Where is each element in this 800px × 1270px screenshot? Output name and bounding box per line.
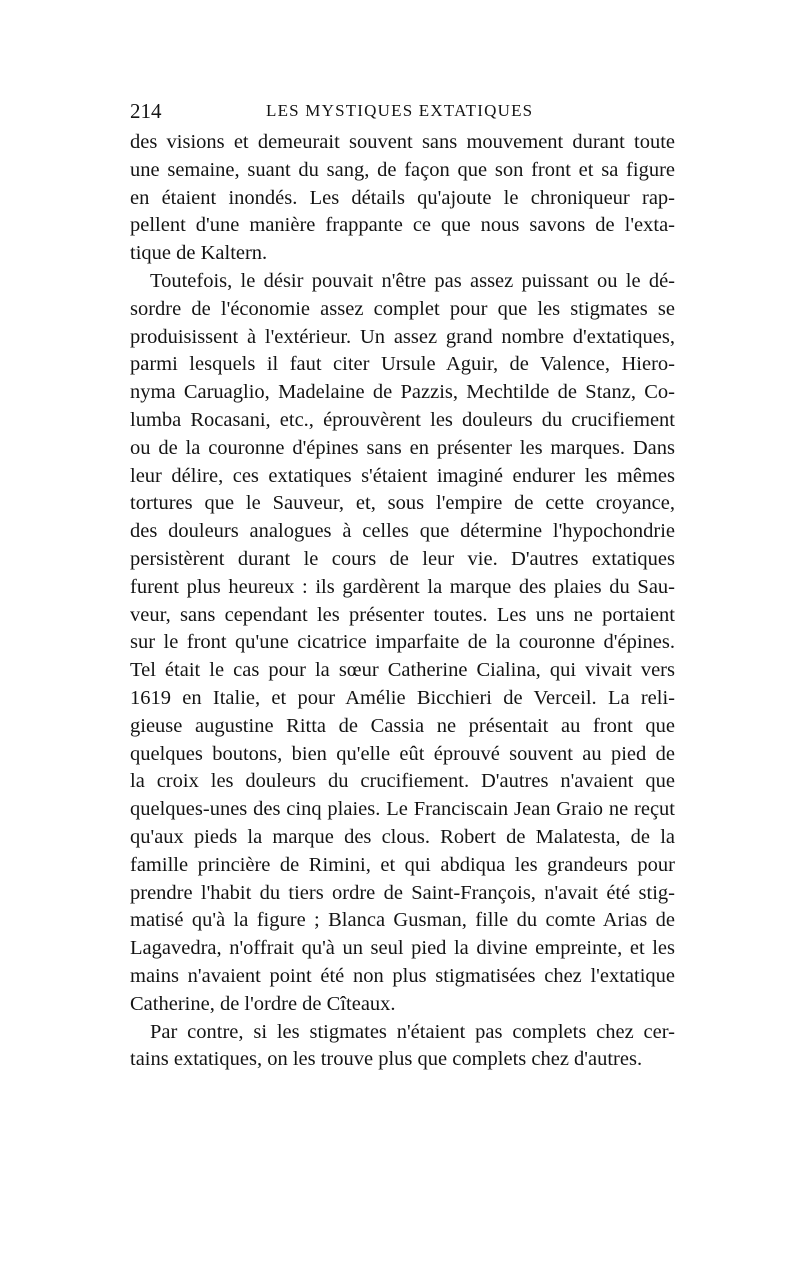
text-line: quelques boutons, bien qu'elle eût éprouvé souvent au pied de <box>130 742 675 765</box>
paragraph <box>130 1019 675 1075</box>
text-line: une semaine, suant du sang, de façon que son front et sa figure <box>130 158 675 181</box>
text-line: tains extatiques, on les trouve plus que complets chez d'autres. <box>130 1048 643 1071</box>
text-line: des visions et demeurait souvent sans mouvement durant toute <box>130 131 675 153</box>
text-line: en étaient inondés. Les détails qu'ajoute le chroniqueur rap- <box>130 186 675 209</box>
text-line: quelques-unes des cinq plaies. Le Franciscain Jean Graio ne reçut <box>130 798 675 821</box>
paragraph <box>130 268 675 1019</box>
text-line: veur, sans cependant les présenter toutes. Les uns ne portaient <box>130 603 675 626</box>
text-line: gieuse augustine Ritta de Cassia ne présentait au front que <box>130 714 675 737</box>
text-line: Lagavedra, n'offrait qu'à un seul pied la divine empreinte, et les <box>130 937 675 960</box>
text-line: pellent d'une manière frappante ce que nous savons de l'exta- <box>130 214 675 237</box>
text-line: sordre de l'économie assez complet pour que les stigmates se <box>130 297 675 320</box>
text-line: ou de la couronne d'épines sans en présenter les marques. Dans <box>130 436 675 459</box>
text-line: Par contre, si les stigmates n'étaient pas complets chez cer- <box>150 1020 675 1043</box>
text-line: furent plus heureux : ils gardèrent la marque des plaies du Sau- <box>130 575 675 598</box>
text-line: la croix les douleurs du crucifiement. D'autres n'avaient que <box>130 770 675 793</box>
text-line: Tel était le cas pour la sœur Catherine Cialina, qui vivait vers <box>130 659 675 682</box>
text-line: tortures que le Sauveur, et, sous l'empire de cette croyance, <box>130 492 675 515</box>
text-line: qu'aux pieds la marque des clous. Robert de Malatesta, de la <box>130 825 675 848</box>
text-line: matisé qu'à la figure ; Blanca Gusman, fille du comte Arias de <box>130 909 675 932</box>
body-text <box>130 129 675 1074</box>
text-line: lumba Rocasani, etc., éprouvèrent les douleurs du crucifiement <box>130 408 675 431</box>
text-line: 1619 en Italie, et pour Amélie Bicchieri de Verceil. La reli- <box>130 686 675 709</box>
text-line: mains n'avaient point été non plus stigmatisées chez l'extatique <box>130 964 675 987</box>
running-head <box>130 96 675 126</box>
text-line: prendre l'habit du tiers ordre de Saint-François, n'avait été stig- <box>130 881 675 904</box>
text-line: leur délire, ces extatiques s'étaient imaginé endurer les mêmes <box>130 464 675 487</box>
book-page <box>130 96 675 1074</box>
running-title: LES MYSTIQUES EXTATIQUES <box>266 101 534 120</box>
text-line: persistèrent durant le cours de leur vie. D'autres extatiques <box>130 547 675 570</box>
text-line: Toutefois, le désir pouvait n'être pas assez puissant ou le dé- <box>150 269 675 292</box>
text-line: famille princière de Rimini, et qui abdiqua les grandeurs pour <box>130 853 675 876</box>
text-line: parmi lesquels il faut citer Ursule Aguir, de Valence, Hiero- <box>130 353 675 376</box>
text-line: sur le front qu'une cicatrice imparfaite de la couronne d'épines. <box>130 631 675 654</box>
page-number: 214 <box>130 99 162 123</box>
paragraph <box>130 129 675 268</box>
text-line: des douleurs analogues à celles que détermine l'hypochondrie <box>130 520 675 543</box>
text-line: produisissent à l'extérieur. Un assez grand nombre d'extatiques, <box>130 325 675 348</box>
text-line: Catherine, de l'ordre de Cîteaux. <box>130 992 396 1015</box>
text-line: nyma Caruaglio, Madelaine de Pazzis, Mechtilde de Stanz, Co- <box>130 381 675 404</box>
text-line: tique de Kaltern. <box>130 242 268 265</box>
